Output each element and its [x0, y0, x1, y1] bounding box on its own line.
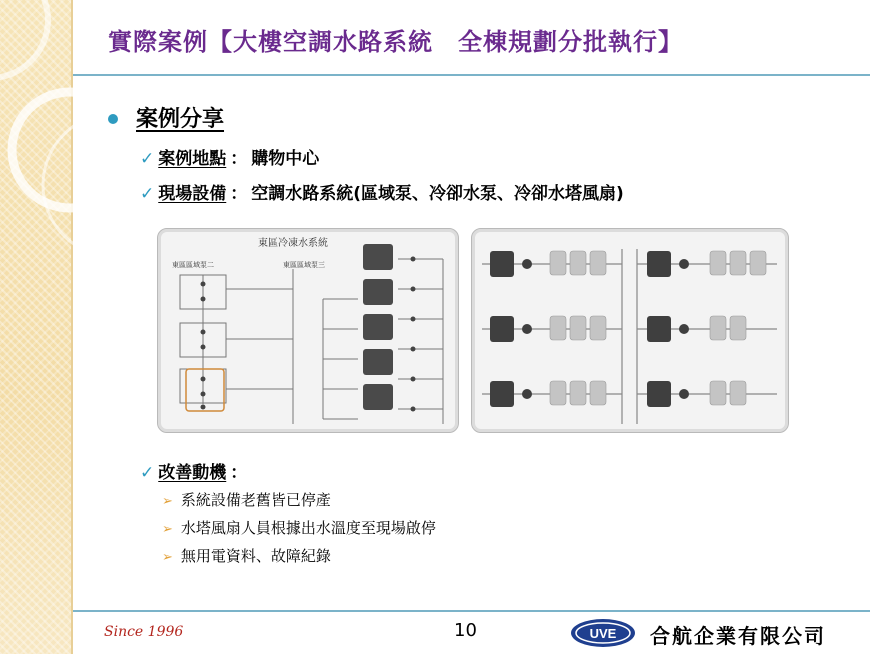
- company-logo: [570, 618, 636, 648]
- arrow-bullet-icon: ➢: [162, 550, 173, 565]
- company-name: 合航企業有限公司: [650, 624, 826, 648]
- equipment-colon: ：: [230, 184, 248, 204]
- diagram-title: 東區冷凍水系統: [258, 238, 328, 249]
- chilled-water-diagram-image: [157, 228, 459, 433]
- footer-divider: [73, 610, 870, 612]
- equipment-row: [140, 179, 624, 204]
- motivation-item-text: 系統設備老舊皆已停產: [180, 491, 331, 509]
- arrow-bullet-icon: ➢: [162, 522, 173, 537]
- motivation-item: [162, 489, 331, 510]
- diagram-label-mid: 東區區域泵三: [283, 261, 325, 269]
- diagram-label-left: 東區區域泵二: [172, 261, 214, 269]
- cooling-tower-diagram-image: [471, 228, 789, 433]
- slide-title: 實際案例【大樓空調水路系統 全棟規劃分批執行】: [108, 28, 683, 56]
- location-colon: ：: [230, 149, 248, 169]
- page-number: 10: [454, 620, 477, 641]
- motivation-colon: ：: [230, 463, 248, 483]
- equipment-value: 空調水路系統(區域泵、冷卻水泵、冷卻水塔風扇): [251, 184, 624, 204]
- motivation-item-text: 水塔風扇人員根據出水溫度至現場啟停: [180, 519, 436, 537]
- logo-text: UVE: [589, 626, 617, 641]
- motivation-item: [162, 545, 331, 566]
- location-row: [140, 144, 319, 169]
- location-label: 案例地點: [158, 149, 227, 169]
- location-value: 購物中心: [251, 149, 320, 169]
- equipment-label: 現場設備: [158, 184, 227, 204]
- checkmark-icon: ✓: [140, 149, 155, 169]
- motivation-item-text: 無用電資料、故障紀錄: [180, 547, 331, 565]
- checkmark-icon: ✓: [140, 184, 155, 204]
- section-heading: 案例分享: [136, 107, 225, 132]
- arrow-bullet-icon: ➢: [162, 494, 173, 509]
- motivation-label: 改善動機: [158, 463, 227, 483]
- bullet-dot-icon: [108, 114, 118, 124]
- motivation-row: [140, 458, 251, 483]
- since-year: Since 1996: [104, 624, 184, 640]
- motivation-item: [162, 517, 436, 538]
- checkmark-icon: ✓: [140, 463, 155, 483]
- title-divider: [73, 74, 870, 76]
